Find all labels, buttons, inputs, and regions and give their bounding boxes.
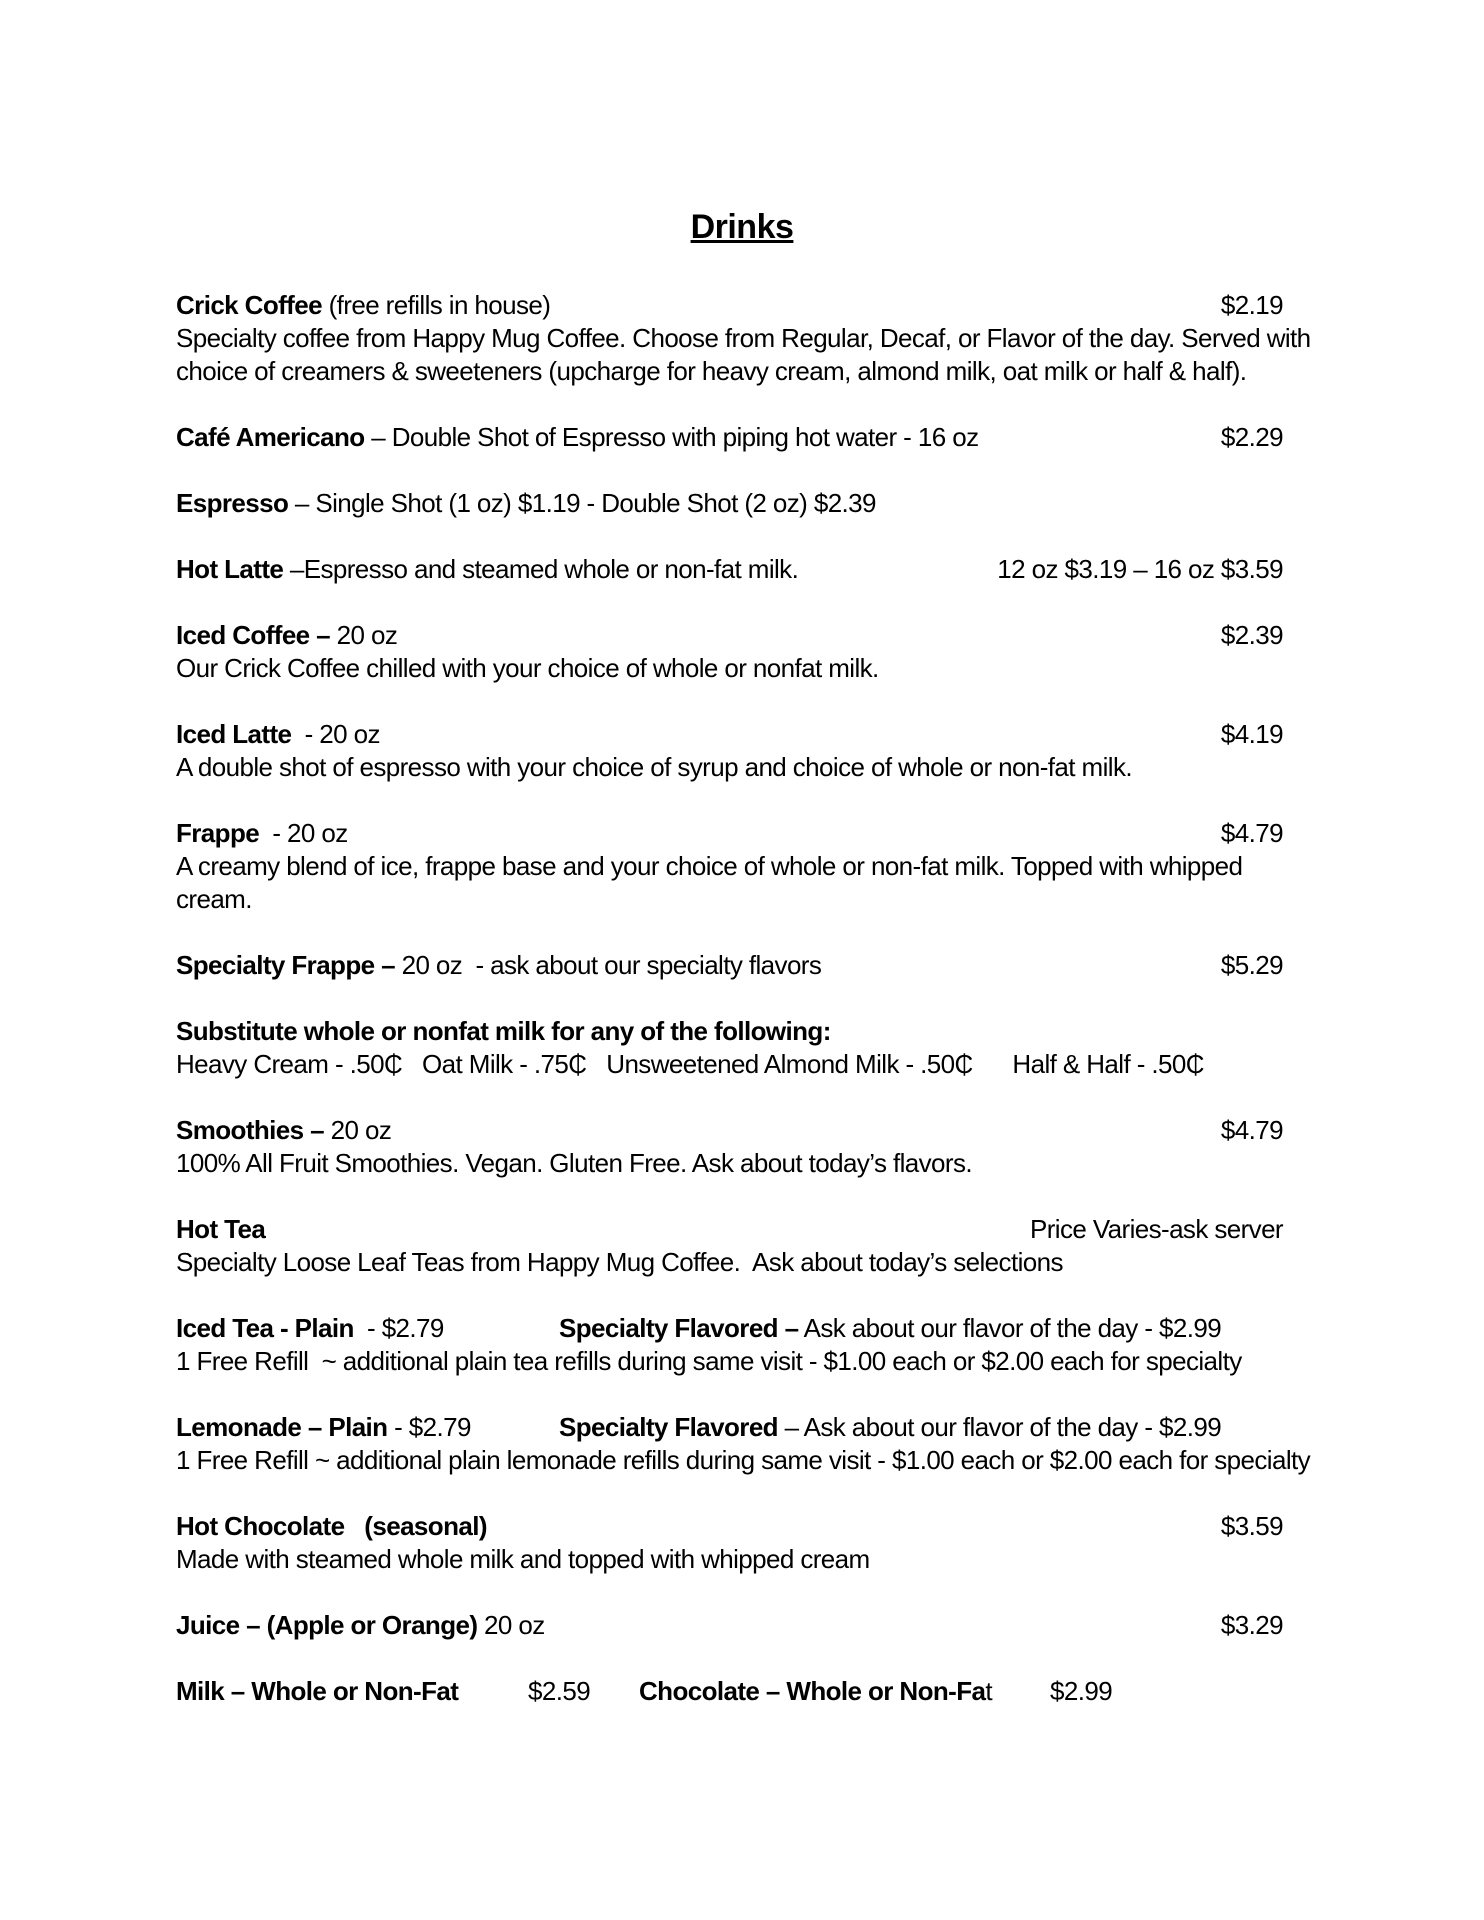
item-price: $3.29 [1220,1610,1283,1640]
item-name: Iced Tea - Plain [176,1313,354,1343]
item-detail: – Single Shot (1 oz) $1.19 - Double Shot (2 oz) $2.39 [288,488,876,518]
item-name: Frappe [176,818,260,848]
menu-item-hot-chocolate [176,1510,1283,1576]
menu-item-smoothies [176,1114,1283,1180]
item-price: 12 oz $3.19 – 16 oz $3.59 [997,554,1283,584]
item-detail: –Espresso and steamed whole or non-fat milk. [283,554,799,584]
item-description-line: choice of creamers & sweeteners (upcharge for heavy cream, almond milk, oat milk or half & half). [176,356,1247,386]
item-detail: – Double Shot of Espresso with piping hot water - 16 oz [364,422,979,452]
item-detail: 20 oz [324,1115,392,1145]
item-name: Smoothies – [176,1115,324,1145]
item-detail: - 20 oz [259,818,348,848]
menu-item-espresso [176,487,1283,520]
item-name: Café Americano [176,422,365,452]
item-price: $5.29 [1220,950,1283,980]
item-name: Juice – (Apple or Orange) [176,1610,478,1640]
item-price: $2.29 [1220,422,1283,452]
item-name: Milk – Whole or Non-Fat [176,1676,459,1706]
item-price: $4.79 [1220,1115,1283,1145]
substitution-options-line: Heavy Cream - .50₵ Oat Milk - .75₵ Unsweetened Almond Milk - .50₵ Half & Half - .50₵ [176,1049,1204,1079]
item-variant-name: Specialty Flavored – [559,1313,799,1343]
menu-item-juice [176,1609,1283,1642]
item-price: Price Varies-ask server [1029,1214,1283,1244]
item-description-line: cream. [176,884,252,914]
note-heading: Substitute whole or nonfat milk for any of the following: [176,1016,831,1046]
item-variant-name-tail: t [985,1676,992,1706]
item-name: Specialty Frappe – [176,950,395,980]
item-detail: 20 oz [330,620,398,650]
item-variant-detail: – Ask about our flavor of the day - $2.99 [777,1412,1222,1442]
item-name: Hot Latte [176,554,284,584]
menu-item-iced-latte [176,718,1283,784]
item-description-line: Our Crick Coffee chilled with your choice of whole or nonfat milk. [176,653,879,683]
item-variant-price: $2.99 [1050,1676,1113,1706]
menu-item-hot-tea [176,1213,1283,1279]
item-description-line: 100% All Fruit Smoothies. Vegan. Gluten Free. Ask about today’s flavors. [176,1148,972,1178]
item-price: $2.19 [1220,290,1283,320]
menu-item-cafe-americano [176,421,1283,454]
item-price: $4.79 [1220,818,1283,848]
item-name: Hot Tea [176,1214,266,1244]
item-detail: 20 oz - ask about our specialty flavors [394,950,822,980]
item-name: Iced Latte [176,719,292,749]
menu-item-crick-coffee [176,289,1311,388]
item-description-line: Specialty Loose Leaf Teas from Happy Mug Coffee. Ask about today’s selections [176,1247,1063,1277]
item-description-line: A creamy blend of ice, frappe base and your choice of whole or non-fat milk. Topped with whipped [176,851,1243,881]
item-name: Hot Chocolate (seasonal) [176,1511,487,1541]
item-price: $4.19 [1220,719,1283,749]
item-description-line: Specialty coffee from Happy Mug Coffee. Choose from Regular, Decaf, or Flavor of the day. Served with [176,323,1311,353]
item-price: $3.59 [1220,1511,1283,1541]
item-name: Iced Coffee – [176,620,331,650]
item-description-line: Made with steamed whole milk and topped with whipped cream [176,1544,870,1574]
item-detail: - 20 oz [291,719,380,749]
menu-item-hot-latte [176,553,1283,586]
menu-item-specialty-frappe [176,949,1283,982]
menu-note-substitutions [176,1015,1283,1081]
item-name: Lemonade – Plain [176,1412,388,1442]
item-price: $2.39 [1220,620,1283,650]
item-name: Espresso [176,488,289,518]
menu-item-iced-coffee [176,619,1283,685]
menu-item-iced-tea [176,1312,1283,1378]
item-name: Crick Coffee [176,290,322,320]
menu-item-frappe [176,817,1283,916]
item-variant-name: Chocolate – Whole or Non-Fa [639,1676,986,1706]
menu-item-milk [176,1675,1283,1708]
item-price-inline: - $2.79 [353,1313,444,1343]
menu-title: Drinks [690,208,794,246]
item-detail: 20 oz [477,1610,545,1640]
item-price: $2.59 [528,1676,591,1706]
item-detail: (free refills in house) [321,290,551,320]
item-price-inline: - $2.79 [387,1412,471,1442]
menu-item-lemonade [176,1411,1311,1477]
item-variant-detail: Ask about our flavor of the day - $2.99 [798,1313,1222,1343]
item-variant-name: Specialty Flavored [559,1412,778,1442]
item-description-line: 1 Free Refill ~ additional plain tea refills during same visit - $1.00 each or $2.00 each for specialty [176,1346,1242,1376]
item-description-line: 1 Free Refill ~ additional plain lemonade refills during same visit - $1.00 each or $2.00 each for specialty [176,1445,1311,1475]
item-description-line: A double shot of espresso with your choice of syrup and choice of whole or non-fat milk. [176,752,1132,782]
